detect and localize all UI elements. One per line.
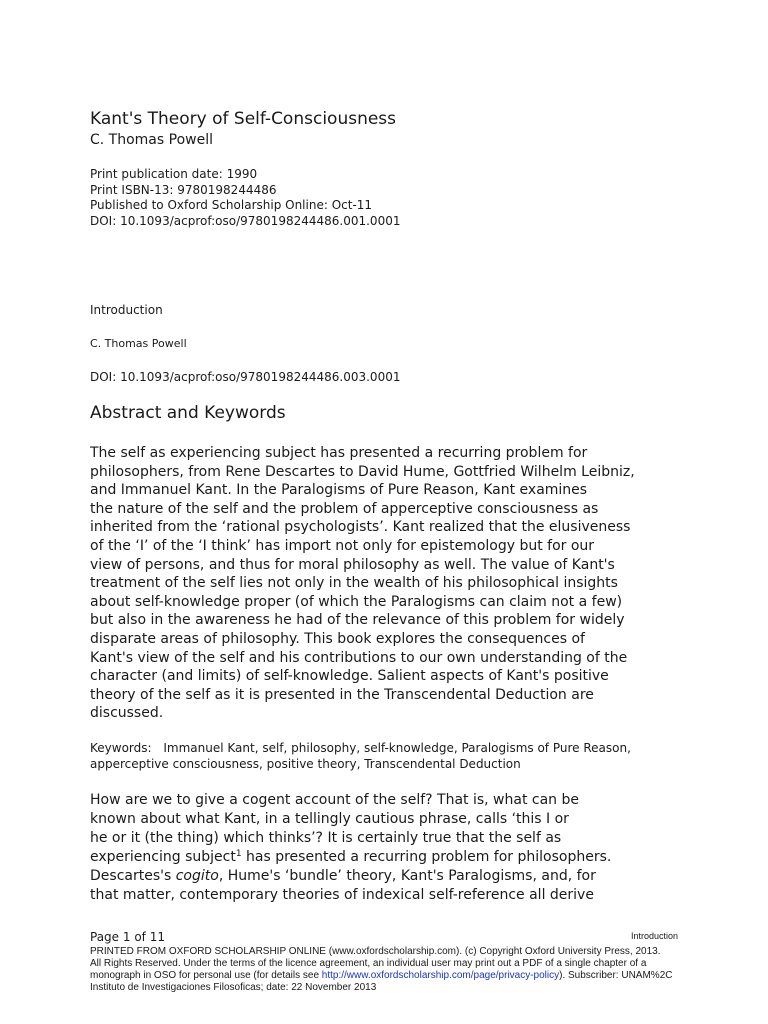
abstract-line: the nature of the self and the problem of apperceptive consciousness as bbox=[90, 500, 599, 517]
page-number: Page 1 of 11 bbox=[90, 930, 165, 944]
abstract-line: view of persons, and thus for moral philosophy as well. The value of Kant's bbox=[90, 556, 615, 573]
keywords-label: Keywords: bbox=[90, 741, 152, 755]
online-publication-date: Published to Oxford Scholarship Online: Oct-11 bbox=[90, 198, 373, 212]
body-line: How are we to give a cogent account of the self? That is, what can be bbox=[90, 792, 580, 808]
book-title: Kant's Theory of Self-Consciousness bbox=[90, 109, 397, 129]
abstract-line: The self as experiencing subject has presented a recurring problem for bbox=[90, 445, 588, 461]
abstract-line: discussed. bbox=[90, 705, 164, 722]
body-line: experiencing subject$^1$ has presented a recurring problem for philosophers. bbox=[90, 849, 612, 865]
chapter-doi: DOI: 10.1093/acprof:oso/9780198244486.003.0001 bbox=[90, 370, 401, 384]
print-isbn: Print ISBN-13: 9780198244486 bbox=[90, 182, 277, 197]
abstract-line: treatment of the self lies not only in the wealth of his philosophical insights bbox=[90, 575, 618, 592]
abstract-line: but also in the awareness he had of the relevance of this problem for widely bbox=[90, 612, 625, 629]
book-author: C. Thomas Powell bbox=[90, 132, 213, 148]
abstract-line: Kant's view of the self and his contributions to our own understanding of the bbox=[90, 649, 628, 666]
body-line: he or it (the thing) which thinks’? It is certainly true that the self as bbox=[90, 830, 562, 846]
abstract-line: of the ‘I’ of the ‘I think’ has import not only for epistemology but for our bbox=[90, 537, 595, 554]
print-publication-date: Print publication date: 1990 bbox=[90, 167, 258, 181]
keywords bbox=[90, 740, 631, 772]
body-line: that matter, contemporary theories of indexical self-reference all derive bbox=[90, 887, 594, 903]
abstract-heading: Abstract and Keywords bbox=[90, 403, 286, 423]
keywords-list: Immanuel Kant, self, philosophy, self-knowledge, Paralogisms of Pure Reason, bbox=[163, 741, 631, 755]
abstract-line: philosophers, from Rene Descartes to David Hume, Gottfried Wilhelm Leibniz, bbox=[90, 463, 635, 480]
cogito-term: cogito bbox=[175, 868, 219, 884]
privacy-policy-link[interactable]: http://www.oxfordscholarship.com/page/privacy-policy bbox=[321, 970, 560, 981]
abstract-text bbox=[90, 444, 635, 723]
abstract-line: character (and limits) of self-knowledge. Salient aspects of Kant's positive bbox=[90, 668, 609, 685]
body-text bbox=[90, 791, 611, 905]
footer-section-title: Introduction bbox=[630, 931, 678, 941]
abstract-line: inherited from the ‘rational psychologists’. Kant realized that the elusiveness bbox=[90, 519, 631, 536]
body-line: known about what Kant, in a tellingly cautious phrase, calls ‘this I or bbox=[90, 811, 569, 827]
body-line: Descartes's cogito, Hume's ‘bundle’ theory, Kant's Paralogisms, and, for bbox=[90, 868, 596, 884]
copyright-notice: PRINTED FROM OXFORD SCHOLARSHIP ONLINE (www.oxfordscholarship.com). (c) Copyright Oxford University Press, 2013. All Rights Reserved. Under the terms of the licence agreement, an individual user may print out a PDF of a single chapter of a monograph in OSO for personal use (for details see http://www.oxfordscholarship.com/page/privacy-policy). Subscriber: UNAM%2C Instituto de Investigaciones Filosoficas; date: 22 November 2013 bbox=[90, 946, 673, 993]
chapter-author: C. Thomas Powell bbox=[90, 337, 187, 350]
abstract-line: disparate areas of philosophy. This book explores the consequences of bbox=[90, 630, 585, 647]
chapter-title: Introduction bbox=[90, 303, 163, 317]
abstract-line: and Immanuel Kant. In the Paralogisms of Pure Reason, Kant examines bbox=[90, 482, 588, 499]
book-doi: DOI: 10.1093/acprof:oso/9780198244486.001.0001 bbox=[90, 213, 401, 228]
abstract-line: about self-knowledge proper (of which the Paralogisms can claim not a few) bbox=[90, 593, 623, 610]
abstract-line: theory of the self as it is presented in the Transcendental Deduction are bbox=[90, 686, 594, 703]
book-metadata bbox=[90, 167, 400, 229]
footnote-ref[interactable]: 1 bbox=[235, 849, 242, 859]
keywords-list-continued: apperceptive consciousness, positive theory, Transcendental Deduction bbox=[90, 757, 521, 771]
